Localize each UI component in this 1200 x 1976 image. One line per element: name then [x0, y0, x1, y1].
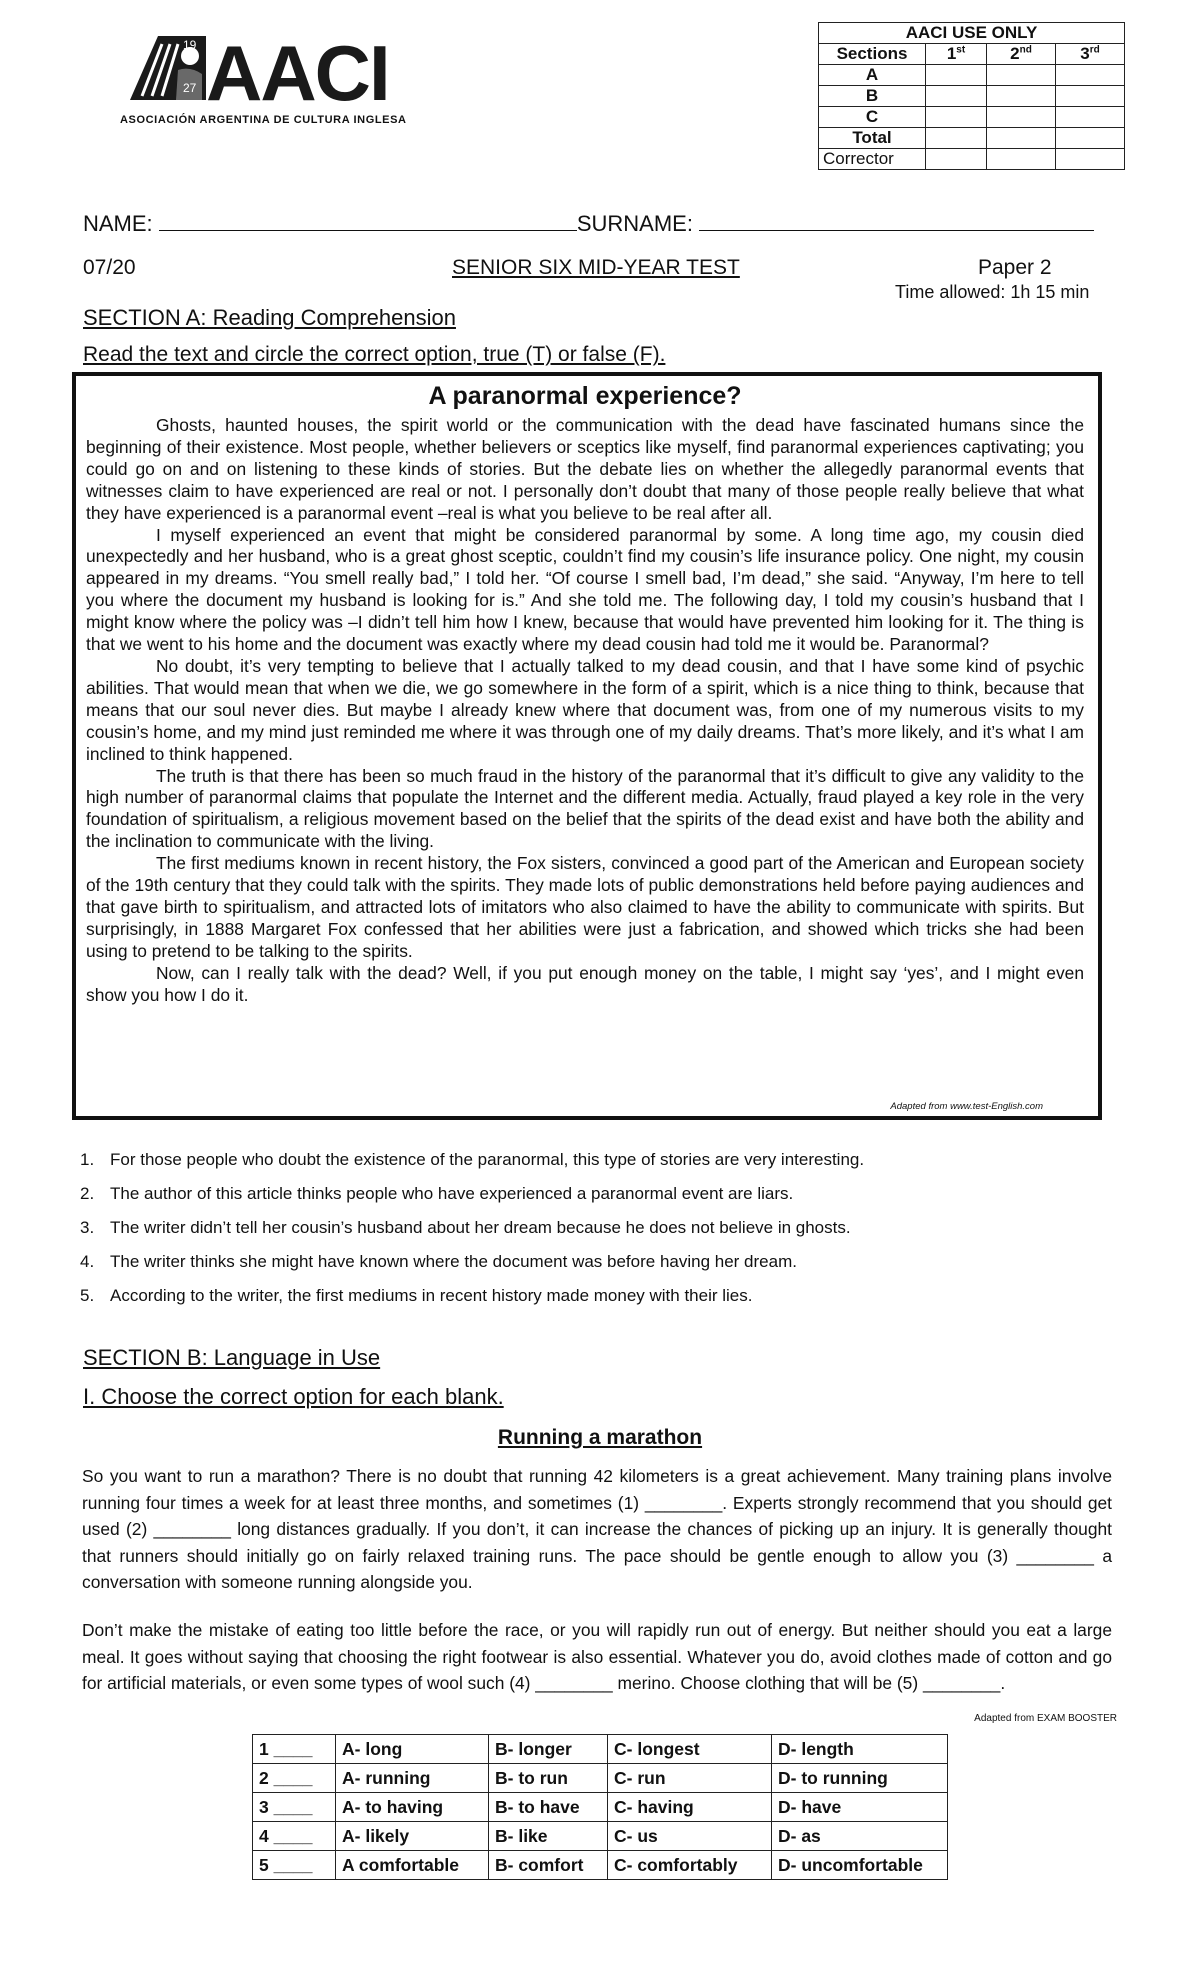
row-b: B: [819, 86, 926, 107]
question-item[interactable]: 1. For those people who doubt the existence of the paranormal, this type of stories are very interesting.: [80, 1150, 865, 1169]
col-2nd-header: 2nd: [987, 44, 1056, 65]
blank-number[interactable]: 4 ____: [253, 1822, 336, 1851]
option-c[interactable]: C- longest: [608, 1735, 772, 1764]
surname-label: SURNAME:: [576, 211, 693, 236]
reading-text-box: [72, 372, 1102, 1120]
option-d[interactable]: D- as: [772, 1822, 948, 1851]
article-paragraph: I myself experienced an event that might be considered paranormal by some. A long time ago, my cousin died unexpectedly and her husband, who is a great ghost sceptic, couldn’t find my cousin’s life insurance policy. One night, my cousin appeared in my dreams. “You smell really bad,” I told her. “Of course I smell bad, I’m dead,” she said. “Anyway, I’m here to tell you where the document my husband is looking for is.” And she told me. The following day, I told my cousin’s husband that I might know where the policy was –I didn’t tell him how I knew, because that would have prevented him looking for it. The thing is that we went to his home and the document was exactly where my dead cousin had told me it would be. Paranormal?: [86, 524, 1084, 655]
option-d[interactable]: D- uncomfortable: [772, 1851, 948, 1880]
option-a[interactable]: A- to having: [336, 1793, 489, 1822]
article-paragraph: No doubt, it’s very tempting to believe that I actually talked to my dead cousin, and that I have some kind of psychic abilities. That would mean that when we die, we go somewhere in the form of a spirit, which is a nice thing to think, because that means that our soul never dies. But maybe I already knew where that document was, from one of my numerous visits to my cousin’s home, and my mind just reminded me where it was through one of my daily dreams. That’s more likely, and it’s what I am inclined to think happened.: [86, 655, 1084, 764]
article-paragraph: The first mediums known in recent history, the Fox sisters, convinced a good part of the American and European society of the 19th century that they could talk with the spirits. They made lots of public demonstrations held before paying audiences and that gave birth to spiritualism, and attracted lots of imitators who also claimed to have the ability to communicate with spirits. But surprisingly, in 1888 Margaret Fox confessed that her abilities were just a fabrication, and showed which tricks she had been using to pretend to be talking to the spirits.: [86, 853, 1084, 961]
option-b[interactable]: B- to run: [489, 1764, 608, 1793]
marathon-credit: Adapted from EXAM BOOSTER: [974, 1713, 1117, 1724]
col-1st-header: 1st: [926, 44, 987, 65]
aaci-logo: [120, 30, 458, 130]
option-c[interactable]: C- comfortably: [608, 1851, 772, 1880]
logo-subtitle: ASOCIACIÓN ARGENTINA DE CULTURA INGLESA: [120, 114, 407, 126]
question-item[interactable]: 3. The writer didn’t tell her cousin’s husband about her dream because he does not believe in ghosts.: [80, 1218, 851, 1237]
aaci-use-only-table: [818, 22, 1125, 170]
true-false-questions: [80, 1150, 1100, 1320]
row-a: A: [819, 65, 926, 86]
table-row: [253, 1735, 948, 1764]
question-item[interactable]: 5. According to the writer, the first mediums in recent history made money with their lies.: [80, 1286, 753, 1305]
blank-number[interactable]: 2 ____: [253, 1764, 336, 1793]
article-paragraph: Ghosts, haunted houses, the spirit world or the communication with the dead have fascinated humans since the beginning of their existence. Most people, whether believers or sceptics like myself, find paranormal experiences captivating; you could go on and on listening to these kinds of stories. But the debate lies on whether the allegedly paranormal events that witnesses claim to have experienced are real or not. I personally don’t doubt that many of those people really believe that what they have experienced is a paranormal event –real is what you believe to be real after all.: [86, 415, 1084, 523]
test-title: SENIOR SIX MID-YEAR TEST: [452, 256, 740, 279]
marathon-paragraph-2: Don’t make the mistake of eating too little before the race, or you will rapidly run out of energy. But neither should you eat a large meal. It goes without saying that choosing the right footwear is also essential. Whatever you do, avoid clothes made of cotton and go for artificial materials, or even some types of wool such (4) ________ merino. Choose clothing that will be (5) ________.: [82, 1620, 1112, 1693]
logo-year-top: 19: [183, 38, 197, 52]
test-date: 07/20: [83, 256, 136, 279]
option-d[interactable]: D- have: [772, 1793, 948, 1822]
marathon-paragraph-1: So you want to run a marathon? There is no doubt that running 42 kilometers is a great achievement. Many training plans involve running four times a week for at least three months, and sometimes (1) ________. Experts strongly recommend that you should get used (2) ________ long distances gradually. If you don’t, it can increase the chances of picking up an injury. It is generally thought that runners should initially go on fairly relaxed training runs. The pace should be gentle enough to allow you (3) ________ a conversation with someone running alongside you.: [82, 1466, 1112, 1592]
article-paragraph: The truth is that there has been so much fraud in the history of the paranormal that it’s difficult to give any validity to the high number of paranormal claims that populate the Internet and the different media. Actually, fraud played a key role in the very foundation of spiritualism, a religious movement based on the belief that the spirits of the dead exist and have both the ability and the inclination to communicate with the living.: [86, 765, 1084, 852]
marathon-title: Running a marathon: [497, 1426, 703, 1449]
row-total: Total: [819, 128, 926, 149]
question-item[interactable]: 4. The writer thinks she might have known where the document was before having her dream.: [80, 1252, 797, 1271]
option-a[interactable]: A comfortable: [336, 1851, 489, 1880]
option-d[interactable]: D- to running: [772, 1764, 948, 1793]
option-d[interactable]: D- length: [772, 1735, 948, 1764]
section-b-instruction: I. Choose the correct option for each blank.: [83, 1384, 504, 1409]
option-c[interactable]: C- run: [608, 1764, 772, 1793]
time-allowed: Time allowed: 1h 15 min: [895, 282, 1090, 302]
logo-wordmark: AACI: [206, 30, 389, 110]
aaci-logo-mark: [128, 30, 458, 110]
name-field[interactable]: [159, 210, 577, 231]
paper-number: Paper 2: [978, 256, 1052, 279]
section-a-instruction: Read the text and circle the correct option, true (T) or false (F).: [83, 343, 666, 366]
table-row: [253, 1764, 948, 1793]
option-a[interactable]: A- long: [336, 1735, 489, 1764]
table-row: [253, 1793, 948, 1822]
option-a[interactable]: A- likely: [336, 1822, 489, 1851]
option-b[interactable]: B- longer: [489, 1735, 608, 1764]
blank-number[interactable]: 1 ____: [253, 1735, 336, 1764]
option-b[interactable]: B- like: [489, 1822, 608, 1851]
option-a[interactable]: A- running: [336, 1764, 489, 1793]
option-b[interactable]: B- to have: [489, 1793, 608, 1822]
article-credit: Adapted from www.test-English.com: [890, 1101, 1043, 1112]
name-label: NAME:: [83, 211, 153, 236]
row-corrector: Corrector: [819, 149, 926, 170]
section-a-heading: SECTION A: Reading Comprehension: [83, 305, 456, 330]
use-only-title: AACI USE ONLY: [819, 23, 1125, 44]
col-3rd-header: 3rd: [1056, 44, 1125, 65]
table-row: [253, 1851, 948, 1880]
table-row: [253, 1822, 948, 1851]
blank-number[interactable]: 3 ____: [253, 1793, 336, 1822]
option-c[interactable]: C- us: [608, 1822, 772, 1851]
options-table: [252, 1734, 948, 1880]
article-title: A paranormal experience?: [428, 382, 742, 410]
sections-header: Sections: [819, 44, 926, 65]
row-c: C: [819, 107, 926, 128]
surname-field[interactable]: [699, 210, 1094, 231]
logo-year-bottom: 27: [183, 81, 197, 95]
section-b-heading: SECTION B: Language in Use: [83, 1345, 381, 1370]
article-paragraph: Now, can I really talk with the dead? Well, if you put enough money on the table, I might say ‘yes’, and I might even show you how I do it.: [86, 962, 1084, 1005]
name-surname-line: [83, 210, 1094, 237]
blank-number[interactable]: 5 ____: [253, 1851, 336, 1880]
option-c[interactable]: C- having: [608, 1793, 772, 1822]
question-item[interactable]: 2. The author of this article thinks people who have experienced a paranormal event are liars.: [80, 1184, 794, 1203]
option-b[interactable]: B- comfort: [489, 1851, 608, 1880]
